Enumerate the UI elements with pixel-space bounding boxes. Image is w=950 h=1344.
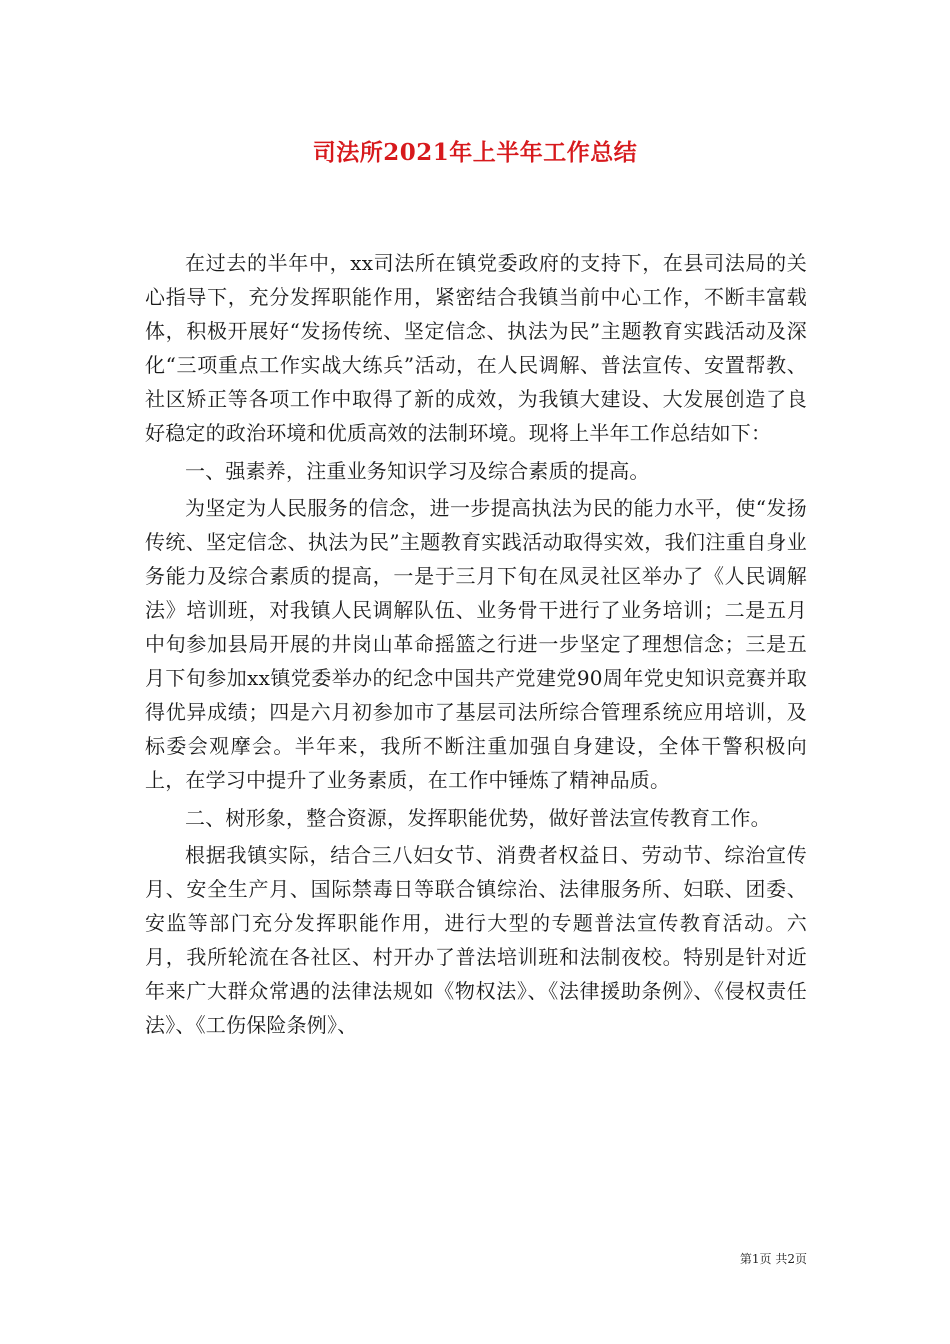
section-heading-1: 一、强素养，注重业务知识学习及综合素质的提高。 xyxy=(185,458,650,483)
paragraph-intro: 在过去的半年中，xx司法所在镇党委政府的支持下，在县司法局的关心指导下，充分发挥职能作用，紧密结合我镇当前中心工作，不断丰富载体，积极开展好“发扬传统、坚定信念、执法为民”主题教育实践活动及深化“三项重点工作实战大练兵”活动，在人民调解、普法宣传、安置帮教、社区矫正等各项工作中取得了新的成效，为我镇大建设、大发展创造了良好稳定的政治环境和优质高效的法制环境。现将上半年工作总结如下： xyxy=(145,251,807,445)
page-number: 第1页 共2页 xyxy=(739,1252,807,1266)
paragraph-section-2: 根据我镇实际，结合三八妇女节、消费者权益日、劳动节、综治宣传月、安全生产月、国际禁毒日等联合镇综治、法律服务所、妇联、团委、安监等部门充分发挥职能作用，进行大型的专题普法宣传教育活动。六月，我所轮流在各社区、村开办了普法培训班和法制夜校。特别是针对近年来广大群众常遇的法律法规如《物权法》、《法律援助条例》、《侵权责任法》、《工伤保险条例》、 xyxy=(145,843,807,1037)
document-body xyxy=(145,246,807,1046)
document-title: 司法所2021年上半年工作总结 xyxy=(312,139,638,166)
paragraph-section-1: 为坚定为人民服务的信念，进一步提高执法为民的能力水平，使“发扬传统、坚定信念、执法为民”主题教育实践活动取得实效，我们注重自身业务能力及综合素质的提高，一是于三月下旬在凤灵社区举办了《人民调解法》培训班，对我镇人民调解队伍、业务骨干进行了业务培训；二是五月中旬参加县局开展的井岗山革命摇篮之行进一步坚定了理想信念；三是五月下旬参加xx镇党委举办的纪念中国共产党建党90周年党史知识竞赛并取得优异成绩；四是六月初参加市了基层司法所综合管理系统应用培训，及标委会观摩会。半年来，我所不断注重加强自身建设，全体干警积极向上，在学习中提升了业务素质，在工作中锤炼了精神品质。 xyxy=(145,496,807,792)
section-heading-2: 二、树形象，整合资源，发挥职能优势，做好普法宣传教育工作。 xyxy=(185,805,771,830)
